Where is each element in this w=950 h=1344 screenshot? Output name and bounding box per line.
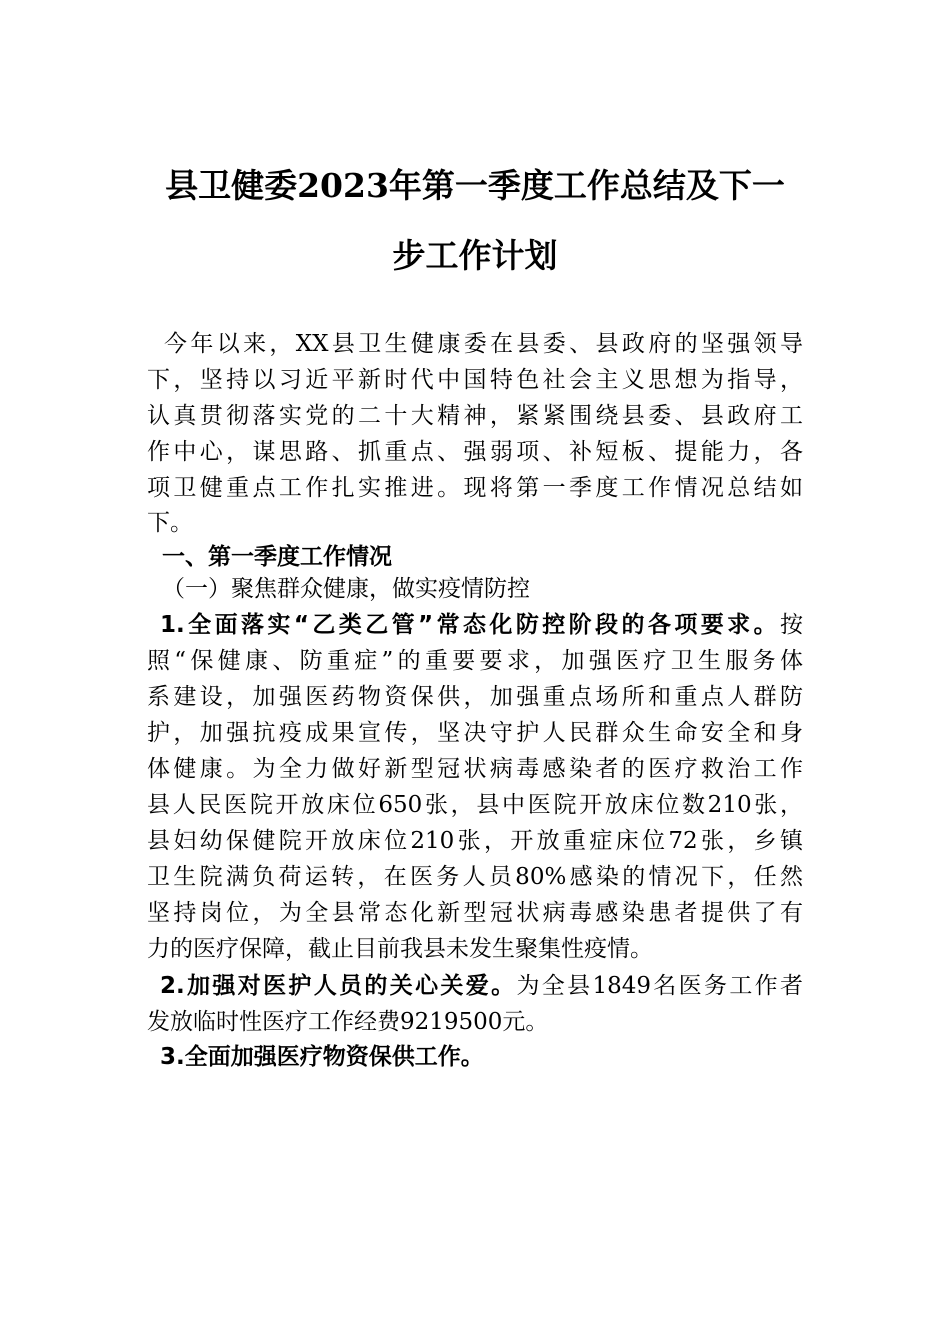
item-2-title: 2.加强对医护人员的关心关爱。 <box>160 973 517 999</box>
item-2-first-line <box>147 970 803 1002</box>
document-title-line-1: 县卫健委2023年第一季度工作总结及下一 <box>165 166 785 205</box>
item-1-first-line <box>147 609 803 641</box>
item-1-title: 1.全面落实“乙类乙管”常态化防控阶段的各项要求。 <box>160 612 780 638</box>
intro-line: 作中心，谋思路、抓重点、强弱项、补短板、提能力，各 <box>147 439 803 465</box>
item-3-title: 3.全面加强医疗物资保供工作。 <box>160 1044 484 1070</box>
intro-line: 下。 <box>147 510 193 536</box>
item-1-line: 卫生院满负荷运转，在医务人员80%感染的情况下，任然 <box>147 864 803 890</box>
section-heading: 一、第一季度工作情况 <box>162 544 392 570</box>
subsection-heading: （一）聚焦群众健康，做实疫情防控 <box>162 576 530 602</box>
intro-line: 认真贯彻落实党的二十大精神，紧紧围绕县委、县政府工 <box>147 403 803 429</box>
item-1-line: 县妇幼保健院开放床位210张，开放重症床位72张，乡镇 <box>147 828 803 854</box>
intro-line: 下，坚持以习近平新时代中国特色社会主义思想为指导， <box>147 367 803 393</box>
item-1-line: 护，加强抗疫成果宣传，坚决守护人民群众生命安全和身 <box>147 720 803 746</box>
item-1-line: 体健康。为全力做好新型冠状病毒感染者的医疗救治工作 <box>147 756 803 782</box>
intro-line: 项卫健重点工作扎实推进。现将第一季度工作情况总结如 <box>147 475 803 501</box>
item-1-line: 县人民医院开放床位650张，县中医院开放床位数210张， <box>147 792 803 818</box>
item-2-first-line-tail: 为全县1849名医务工作者 <box>516 973 803 999</box>
intro-line: 今年以来，XX县卫生健康委在县委、县政府的坚强领导 <box>164 331 803 357</box>
item-1-line: 坚持岗位，为全县常态化新型冠状病毒感染患者提供了有 <box>147 900 803 926</box>
item-1-line: 系建设，加强医药物资保供，加强重点场所和重点人群防 <box>147 684 803 710</box>
item-2-line: 发放临时性医疗工作经费9219500元。 <box>147 1009 549 1035</box>
item-1-line: 照“保健康、防重症”的重要要求，加强医疗卫生服务体 <box>147 648 803 674</box>
document-title-line-2: 步工作计划 <box>392 236 558 275</box>
item-1-first-line-tail: 按 <box>780 612 803 638</box>
item-1-line: 力的医疗保障，截止目前我县未发生聚集性疫情。 <box>147 936 653 962</box>
